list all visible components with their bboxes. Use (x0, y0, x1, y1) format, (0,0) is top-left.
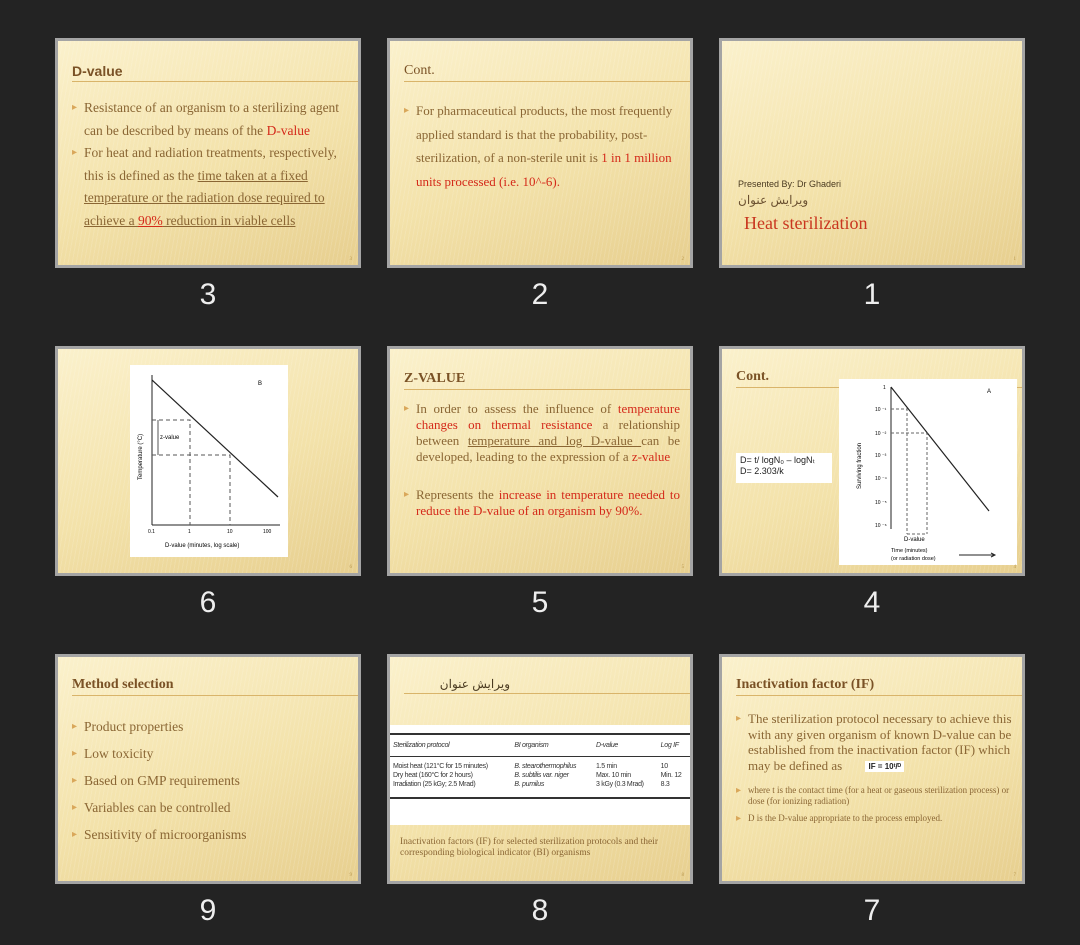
slide-number: 5 (531, 586, 549, 619)
page-number: 1 (1013, 257, 1016, 262)
y-tick: 10 ⁻⁶ (875, 523, 887, 529)
list-item: ▸ Variables can be controlled (72, 794, 348, 821)
slide-thumbnail-4[interactable] (719, 346, 1025, 576)
bullet: ▸ where t is the contact time (for a heat or gaseous sterilization process) or dose (for ionizing radiation) (736, 785, 1012, 807)
slide-number: 9 (199, 894, 217, 927)
page-number: 5 (681, 565, 684, 570)
y-tick: 10 ⁻⁵ (875, 500, 887, 506)
slide-number: 8 (531, 894, 549, 927)
page-number: 4 (1013, 565, 1016, 570)
x-axis-label: D-value (minutes, log scale) (165, 543, 240, 549)
list-item: ▸ Product properties (72, 713, 348, 740)
bullet: ▸ For pharmaceutical products, the most frequently applied standard is that the probability, post-sterilization, of a non-sterile unit is 1 in 1 million units processed (i.e. 10^-6). (404, 99, 680, 193)
list-item: ▸ Low toxicity (72, 740, 348, 767)
z-value-label: z-value (160, 435, 180, 441)
slide-number: 4 (863, 586, 881, 619)
bullet: ▸ The sterilization protocol necessary to achieve this with any given organism of known D-value can be established from the inactivation factor (IF) which may be defined as IF = 10ᵗ/ᴰ (736, 711, 1012, 773)
slide-thumbnail-8[interactable] (387, 654, 693, 884)
slide-title: D-value (72, 63, 358, 82)
list-item: ▸ Based on GMP requirements (72, 767, 348, 794)
d-value-label: D-value (904, 537, 925, 543)
graph-label: B (258, 381, 263, 387)
slide-title: Inactivation factor (IF) (736, 677, 1022, 696)
slide-number: 7 (863, 894, 881, 927)
slide-title: Z-VALUE (404, 371, 690, 390)
page-number: 6 (349, 565, 352, 570)
x-tick: 0.1 (148, 529, 155, 535)
page-number: 9 (349, 873, 352, 878)
slide-thumbnail-2[interactable] (387, 38, 693, 268)
x-tick: 10 (227, 529, 233, 535)
list-item: ▸ Sensitivity of microorganisms (72, 821, 348, 848)
bullet: ▸ Resistance of an organism to a sterilizing agent can be described by means of the D-value (72, 97, 348, 142)
slide-number: 3 (199, 278, 217, 311)
table-row: Dry heat (160°C for 2 hours) B. subtilis var. niger Max. 10 min Min. 12 (393, 772, 682, 779)
page-number: 3 (349, 257, 352, 262)
y-tick: 10 ⁻¹ (875, 407, 887, 413)
z-value-graph (130, 365, 288, 557)
slide-title: Heat sterilization (744, 213, 868, 233)
if-formula: IF = 10ᵗ/ᴰ (865, 761, 904, 772)
slide-number: 6 (199, 586, 217, 619)
page-number: 7 (1013, 873, 1016, 878)
slide-title: Method selection (72, 677, 358, 696)
y-axis-label: Surviving fraction (857, 442, 863, 489)
slide-thumbnail-1[interactable] (719, 38, 1025, 268)
slide-title: ویرایش عنوان (404, 677, 690, 694)
graph-label: A (987, 389, 992, 395)
page-number: 2 (681, 257, 684, 262)
slide-number: 2 (531, 278, 549, 311)
slide-thumbnail-7[interactable] (719, 654, 1025, 884)
slide-title: Cont. (736, 369, 1022, 388)
slide-thumbnail-6[interactable] (55, 346, 361, 576)
d-value-formula: D= t/ logN₀ – logNₜ D= 2.303/k (736, 453, 832, 483)
table-row: Irradiation (25 kGy; 2.5 Mrad) B. pumilus 3 kGy (0.3 Mrad) 8.3 (390, 780, 690, 798)
x-tick: 1 (188, 529, 191, 535)
bullet: ▸ For heat and radiation treatments, respectively, this is defined as the time taken at a fixed temperature or the radiation dose required to achieve a 90% reduction in viable cells (72, 142, 348, 232)
bullet: ▸ Represents the increase in temperature needed to reduce the D-value of an organism by 90%. (404, 487, 680, 519)
bullet: ▸ In order to assess the influence of temperature changes on thermal resistance a relationship between temperature and log D-value can be developed, leading to the expression of a z-value (404, 401, 680, 465)
y-tick: 10 ⁻³ (875, 453, 887, 459)
bullet: ▸ D is the D-value appropriate to the process employed. (736, 813, 1012, 824)
table-row: Moist heat (121°C for 15 minutes) B. stearothermophilus 1.5 min 10 (393, 763, 668, 770)
if-table: Sterilization protocol BI organism D-value Log IF Moist heat (121°C for 15 minutes) B. stearothermophilus 1.5 min 10 Dry heat (160°C for 2 hours) B. subtilis var. niger Max. 10 min Min. 12 Irradiation (25 kGy; 2.5 Mrad) B. pumilus 3 kGy (0.3 Mrad) 8.3 (390, 725, 690, 825)
slide-number: 1 (863, 278, 881, 311)
slide-thumbnail-3[interactable] (55, 38, 361, 268)
slide-title: Cont. (404, 63, 690, 82)
title-placeholder: ویرایش عنوان (738, 193, 809, 207)
x-axis-label: Time (minutes) (891, 548, 928, 554)
x-axis-label: (or radiation dose) (891, 556, 936, 562)
y-axis-label: Temperature (°C) (138, 433, 144, 480)
survival-curve-graph (839, 379, 1017, 565)
y-tick: 10 ⁻⁴ (875, 476, 887, 482)
page-number: 8 (681, 873, 684, 878)
x-tick: 100 (263, 529, 272, 535)
table-caption: Inactivation factors (IF) for selected sterilization protocols and their corresponding biological indicator (BI) organisms (400, 837, 658, 858)
y-tick: 1 (883, 385, 886, 391)
slide-thumbnail-5[interactable] (387, 346, 693, 576)
presenter: Presented By: Dr Ghaderi (738, 179, 842, 189)
y-tick: 10 ⁻² (875, 431, 887, 437)
slide-thumbnail-9[interactable] (55, 654, 361, 884)
